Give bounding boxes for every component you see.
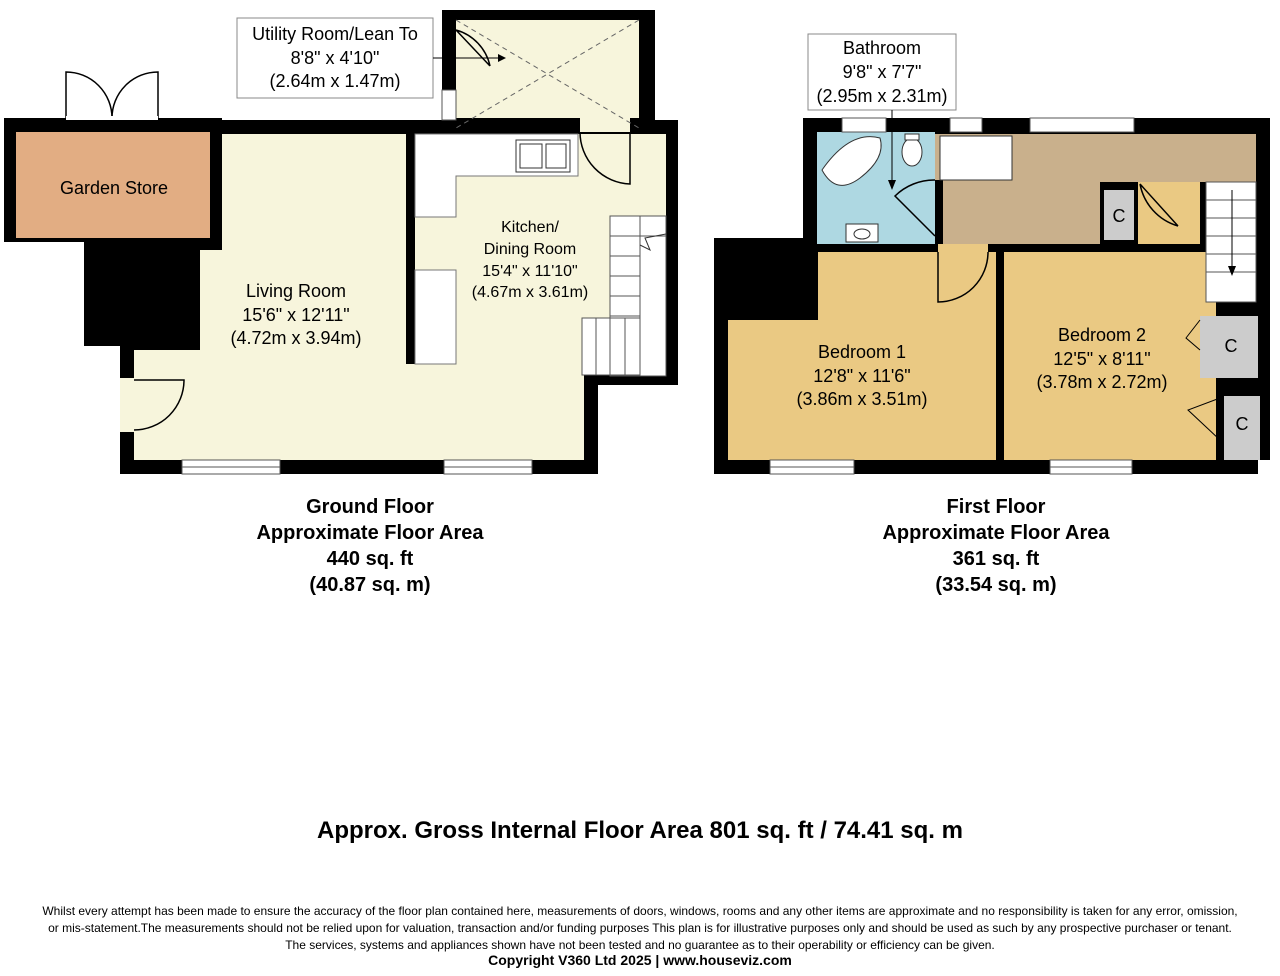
kitchen-imperial: 15'4" x 11'10"	[482, 263, 578, 280]
utility-imperial: 8'8" x 4'10"	[290, 48, 380, 68]
first-floor-stairs	[1206, 182, 1256, 302]
bathroom-imperial: 9'8" x 7'7"	[842, 62, 922, 82]
gross-area-summary: Approx. Gross Internal Floor Area 801 sq. ft / 74.41 sq. m	[317, 817, 963, 844]
window-landing	[1030, 118, 1134, 132]
ground-floor-title: Ground Floor	[306, 496, 434, 518]
cupboard-3-label: C	[1235, 414, 1249, 434]
bathroom-label: Bathroom	[842, 38, 922, 58]
utility-label: Utility Room/Lean To	[252, 24, 418, 44]
front-door-gap	[120, 378, 134, 432]
kitchen-metric: (4.67m x 3.61m)	[471, 284, 589, 301]
partition-wall	[406, 134, 415, 364]
shower	[940, 136, 1012, 180]
first-floor-area-sqm: (33.54 sq. m)	[935, 574, 1057, 596]
bedroom-2-door-gap	[1140, 182, 1190, 190]
window-utility	[442, 90, 456, 120]
first-floor-subtitle: Approximate Floor Area	[882, 522, 1110, 544]
ground-floor-subtitle: Approximate Floor Area	[256, 522, 484, 544]
ground-floor-area-sqm: (40.87 sq. m)	[309, 574, 431, 596]
first-floor-plan	[714, 34, 1270, 474]
living-room-imperial: 15'6" x 12'11"	[242, 305, 350, 325]
bedroom-1-label: Bedroom 1	[817, 342, 907, 362]
garden-store-doors	[66, 72, 158, 118]
first-floor-caption	[846, 494, 1146, 598]
sink	[516, 140, 570, 172]
kitchen-label-line1: Kitchen/	[501, 219, 559, 236]
bedroom-1-imperial: 12'8" x 11'6"	[813, 366, 911, 386]
ground-floor-area-sqft: 440 sq. ft	[326, 548, 414, 570]
bedroom1-door-gap	[938, 244, 988, 252]
cupboard-1-label: C	[1112, 206, 1126, 226]
ground-floor-caption	[220, 494, 520, 598]
bedroom-2-metric: (3.78m x 2.72m)	[1036, 372, 1168, 392]
disclaimer-line-3: The services, systems and appliances shown have not been tested and no guarantee as to their operability or efficiency can be given.	[285, 938, 995, 952]
bathroom-metric: (2.95m x 2.31m)	[816, 86, 948, 106]
disclaimer-line-1: Whilst every attempt has been made to ensure the accuracy of the floor plan contained here, measurements of doors, windows, rooms and any other items are approximate and no responsibility is taken for any error, omission,	[42, 904, 1238, 918]
living-room-label: Living Room	[245, 281, 347, 301]
disclaimer-line-2: or mis-statement.The measurements should not be relied upon for valuation, transaction and/or funding purposes This plan is for illustrative purposes only and should be used as such by any prospective purchaser or tenant.	[48, 921, 1232, 935]
utility-room-floor	[456, 20, 639, 130]
window-bathroom	[842, 118, 886, 132]
kitchen-label-line2: Dining Room	[483, 241, 577, 258]
bedroom-2-label: Bedroom 2	[1057, 325, 1147, 345]
bedroom-1-metric: (3.86m x 3.51m)	[796, 389, 928, 409]
garden-store-label: Garden Store	[59, 178, 169, 198]
cupboard-2-label: C	[1224, 336, 1238, 356]
kitchen-island	[415, 270, 456, 364]
window-shower	[950, 118, 982, 132]
bathroom-wall	[935, 180, 943, 244]
copyright-notice: Copyright V360 Ltd 2025 | www.houseviz.com	[488, 952, 792, 968]
first-floor-area-sqft: 361 sq. ft	[952, 548, 1040, 570]
living-room-metric: (4.72m x 3.94m)	[230, 328, 362, 348]
utility-door-gap	[580, 118, 630, 132]
ground-floor-plan	[4, 10, 678, 474]
chimney-breast	[84, 238, 200, 346]
first-floor-title: First Floor	[946, 496, 1046, 518]
disclaimer	[10, 903, 1270, 954]
utility-metric: (2.64m x 1.47m)	[269, 71, 401, 91]
bedroom-2-imperial: 12'5" x 8'11"	[1053, 349, 1151, 369]
